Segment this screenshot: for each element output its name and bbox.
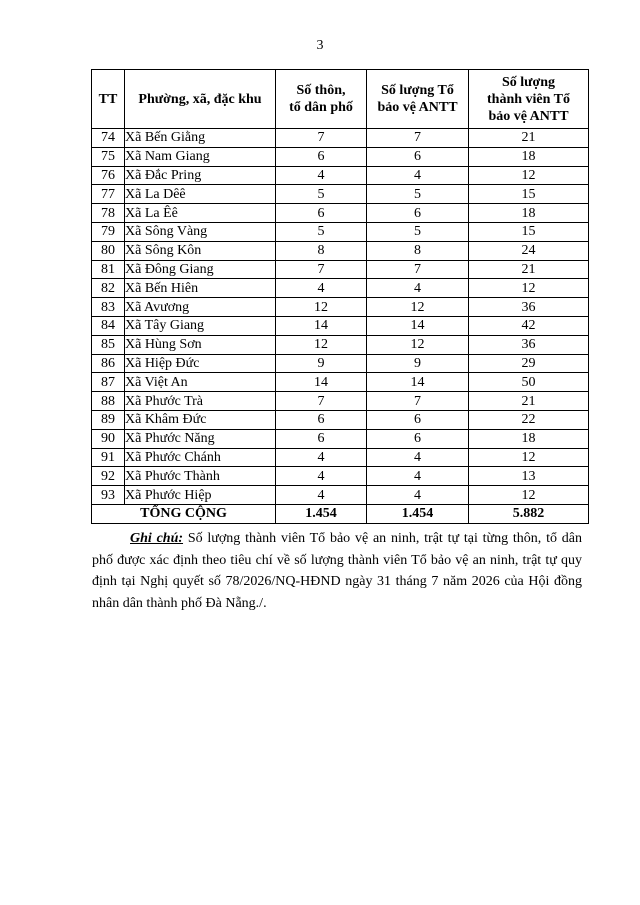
row-villages: 6 [276,147,367,166]
row-tt: 85 [92,335,125,354]
row-name: Xã Phước Trà [125,392,276,411]
row-members: 36 [469,335,589,354]
note-label: Ghi chú: [130,531,184,546]
row-members: 15 [469,222,589,241]
row-teams: 4 [367,467,469,486]
table-row [92,147,589,166]
row-name: Xã Avương [125,298,276,317]
row-teams: 4 [367,279,469,298]
row-villages: 4 [276,166,367,185]
row-name: Xã Phước Năng [125,429,276,448]
row-name: Xã La Êê [125,204,276,223]
row-name: Xã Đắc Pring [125,166,276,185]
table-row [92,335,589,354]
row-villages: 4 [276,279,367,298]
row-name: Xã Phước Hiệp [125,486,276,505]
row-members: 18 [469,429,589,448]
row-tt: 90 [92,429,125,448]
table-row [92,260,589,279]
row-teams: 6 [367,204,469,223]
table-row [92,392,589,411]
row-villages: 14 [276,373,367,392]
row-tt: 78 [92,204,125,223]
header-teams-line2: bảo vệ ANTT [377,100,458,115]
row-members: 12 [469,486,589,505]
row-teams: 6 [367,410,469,429]
table-row [92,486,589,505]
row-name: Xã Hiệp Đức [125,354,276,373]
row-members: 50 [469,373,589,392]
header-villages-line1: Số thôn, [296,83,346,98]
row-teams: 4 [367,486,469,505]
row-members: 36 [469,298,589,317]
row-members: 42 [469,316,589,335]
total-row [92,504,589,523]
row-tt: 76 [92,166,125,185]
row-members: 21 [469,260,589,279]
row-teams: 7 [367,260,469,279]
note-paragraph [92,528,582,614]
members-table [91,69,589,524]
header-members-line2: thành viên Tổ [487,91,570,107]
row-teams: 12 [367,335,469,354]
row-teams: 5 [367,222,469,241]
row-members: 12 [469,166,589,185]
table-row [92,316,589,335]
header-name: Phường, xã, đặc khu [125,70,276,129]
row-teams: 7 [367,129,469,148]
row-teams: 6 [367,429,469,448]
row-villages: 6 [276,204,367,223]
row-villages: 7 [276,260,367,279]
row-members: 13 [469,467,589,486]
row-tt: 81 [92,260,125,279]
row-members: 18 [469,204,589,223]
row-name: Xã Bến Giằng [125,129,276,148]
total-teams: 1.454 [367,504,469,523]
table-row [92,410,589,429]
row-tt: 89 [92,410,125,429]
row-villages: 4 [276,486,367,505]
row-members: 21 [469,129,589,148]
table-row [92,467,589,486]
row-tt: 84 [92,316,125,335]
row-members: 29 [469,354,589,373]
row-tt: 83 [92,298,125,317]
table-row [92,166,589,185]
row-tt: 79 [92,222,125,241]
table-row [92,222,589,241]
row-teams: 14 [367,373,469,392]
table-row [92,185,589,204]
table-row [92,373,589,392]
row-teams: 7 [367,392,469,411]
header-villages-line2: tổ dân phố [289,100,353,115]
table-row [92,429,589,448]
row-tt: 88 [92,392,125,411]
row-members: 12 [469,279,589,298]
note-text: Số lượng thành viên Tổ bảo vệ an ninh, trật tự tại từng thôn, tổ dân phố được xác định theo tiêu chí về số lượng thành viên Tổ bảo vệ an ninh, trật tự quy định tại Nghị quyết số 78/2026/NQ-HĐND ngày 31 tháng 7 năm 2026 của Hội đồng nhân dân thành phố Đà Nẵng./. [92,531,582,611]
row-members: 24 [469,241,589,260]
row-name: Xã Bến Hiên [125,279,276,298]
row-members: 18 [469,147,589,166]
row-tt: 87 [92,373,125,392]
row-tt: 74 [92,129,125,148]
row-name: Xã Sông Vàng [125,222,276,241]
page-number: 3 [316,38,324,53]
row-name: Xã Sông Kôn [125,241,276,260]
row-name: Xã La Dêê [125,185,276,204]
table-row [92,129,589,148]
row-members: 21 [469,392,589,411]
row-teams: 8 [367,241,469,260]
total-villages: 1.454 [276,504,367,523]
header-tt: TT [92,70,125,129]
row-tt: 86 [92,354,125,373]
row-villages: 7 [276,392,367,411]
row-teams: 9 [367,354,469,373]
row-name: Xã Hùng Sơn [125,335,276,354]
row-teams: 6 [367,147,469,166]
total-members: 5.882 [469,504,589,523]
row-villages: 4 [276,448,367,467]
row-tt: 91 [92,448,125,467]
row-tt: 92 [92,467,125,486]
row-villages: 7 [276,129,367,148]
table-row [92,354,589,373]
row-villages: 12 [276,335,367,354]
row-villages: 5 [276,222,367,241]
row-villages: 5 [276,185,367,204]
row-name: Xã Tây Giang [125,316,276,335]
header-members-line1: Số lượng [501,74,556,90]
row-name: Xã Phước Thành [125,467,276,486]
table-header-row [92,70,589,129]
row-teams: 14 [367,316,469,335]
table-row [92,241,589,260]
table-row [92,448,589,467]
row-villages: 4 [276,467,367,486]
row-teams: 4 [367,166,469,185]
row-villages: 8 [276,241,367,260]
row-tt: 75 [92,147,125,166]
table-row [92,298,589,317]
header-teams [367,70,469,129]
row-teams: 12 [367,298,469,317]
row-name: Xã Đông Giang [125,260,276,279]
table-body [92,129,589,505]
row-villages: 6 [276,410,367,429]
row-name: Xã Nam Giang [125,147,276,166]
total-label: TỔNG CỘNG [92,504,276,523]
row-members: 22 [469,410,589,429]
row-teams: 4 [367,448,469,467]
header-members-line3: bảo vệ ANTT [488,108,569,124]
row-tt: 82 [92,279,125,298]
row-villages: 9 [276,354,367,373]
row-tt: 77 [92,185,125,204]
row-villages: 12 [276,298,367,317]
header-members [469,70,589,129]
row-tt: 80 [92,241,125,260]
row-members: 12 [469,448,589,467]
row-villages: 14 [276,316,367,335]
row-teams: 5 [367,185,469,204]
header-villages [276,70,367,129]
row-members: 15 [469,185,589,204]
row-villages: 6 [276,429,367,448]
row-name: Xã Phước Chánh [125,448,276,467]
row-name: Xã Việt An [125,373,276,392]
table-row [92,279,589,298]
table-row [92,204,589,223]
header-teams-line1: Số lượng Tổ [381,83,454,98]
row-tt: 93 [92,486,125,505]
row-name: Xã Khâm Đức [125,410,276,429]
